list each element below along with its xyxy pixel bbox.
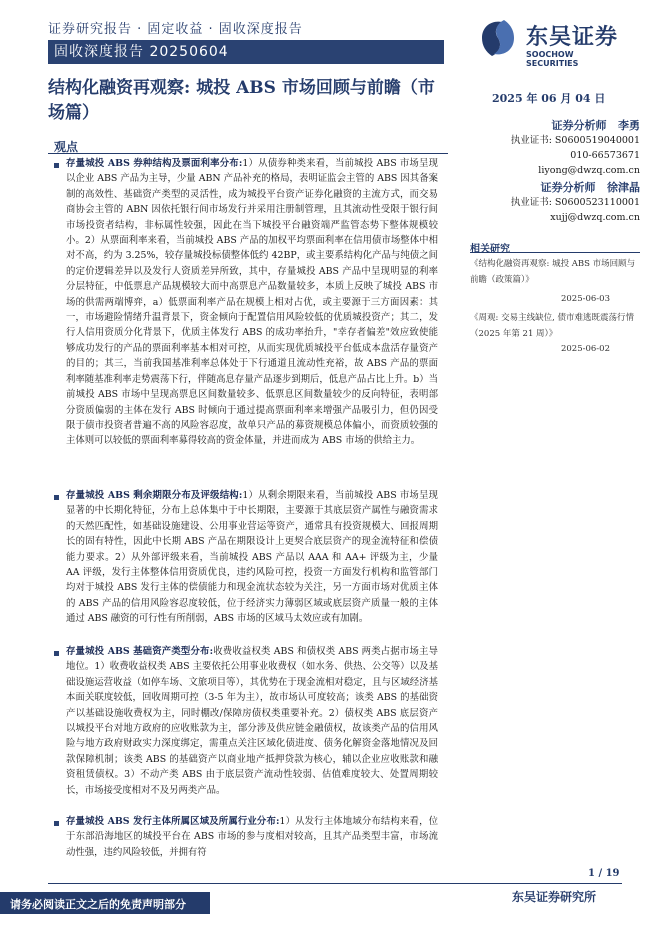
analyst-1-license: 执业证书: S0600519040001 xyxy=(510,135,640,146)
point-4 xyxy=(66,814,438,860)
analyst-2-email: xujj@dwzq.com.cn xyxy=(550,212,640,223)
footer-divider xyxy=(48,883,622,884)
analyst-2 xyxy=(470,180,640,225)
point-2-heading: 存量城投 ABS 剩余期限分布及评级结构: xyxy=(66,490,243,501)
point-4-heading: 存量城投 ABS 发行主体所属区域及所属行业分布: xyxy=(66,816,280,827)
report-date: 2025 年 06 月 04 日 xyxy=(492,92,606,105)
bullet-icon xyxy=(54,163,59,168)
analyst-1-name: 李勇 xyxy=(618,119,640,132)
bullet-icon xyxy=(54,495,59,500)
analyst-2-license: 执业证书: S0600523110001 xyxy=(510,197,640,208)
report-series: 证券研究报告 · 固定收益 · 固收深度报告 xyxy=(48,22,303,37)
point-1-text: 1）从债券种类来看，当前城投 ABS 市场呈现以企业 ABS 产品为主导，少量 ABN 产品补充的格局，表明证监会主管的 ABS 因其备案制的高效性、基础资产类型的灵活性，成为城投平台资产证券化融资的主流方式，而交易商协会主管的 ABN 因依托银行间市场发行并采用注册制管理，且其流动性受限于银行间市场投资者结构，非标属性较强，因此在当下城投平台融资端严监管态势下整体规模较小。2）从票面利率来看，当前城投 ABS 产品的加权平均票面利率在信用债市场整体中相对不高，约为 3.25%，较存量城投标债整体低约 42BP，或主要系结构化产品与纯债之间的定价逻辑差异以及发行人资质差异所致，其中，存量城投 ABS 产品中呈现明显的利率分层特征，中低票息产品规模较大而中高票息产品数量较多，本质上反映了城投 ABS 市场的供需两端博弈，a）低票面利率产品在规模上相对占优，或主要源于三方面因素：其一，市场避险情绪升温背景下，资金倾向于配置信用风险较低的优质城投资产；其二，发行人信用资质分化背景下，优质主体发行 ABS 的成功率抬升，"幸存者偏差"效应致使能够成功发行的产品的票面利率基本相对可控，从而实现优质城投平台低成本盘活存量资产的目的；其三，当前我国基准利率总体处于下行通道且流动性充裕，故 ABS 产品的票面利率随基准利率走势震荡下行，伴随高息存量产品逐步到期后，低息产品占比上升。b）当前城投 ABS 市场中呈现高票息区间数量较多、低票息区间数量较少的反向特征，表明部分资质偏弱的主体在发行 ABS 时倾向于通过提高票面利率来增强产品吸引力，但仍因受限于债市投资者普遍不高的风险容忍度，故单只产品的募资规模总体偏小，而资质较强的主体则可以较低的票面利率募得较高的资金体量，并进而成为 ABS 市场的供给主力。 xyxy=(66,158,438,447)
related-divider xyxy=(470,252,640,253)
disclaimer-note: 请务必阅读正文之后的免责声明部分 xyxy=(10,898,186,911)
related-date-1: 2025-06-03 xyxy=(560,294,610,304)
point-3-text: 收费收益权类 ABS 和债权类 ABS 两类占据市场主导地位。1）收费收益权类 ABS 主要依托公用事业收费权（如水务、供热、公交等）以及基础设施运营收益（如停车场、文旅项目等），其优势在于现金流相对稳定，且与区域经济基本面关联度较低，回收周期可控（3-5 年为主），故市场认可度较高；该类 ABS 的基础资产以基础设施收费权为主，同时棚改/保障房债权类重要补充。2）债权类 ABS 底层资产以城投平台对地方政府的应收账款为主，部分涉及供应链金融债权，故该类产品的信用风险与地方政府财政实力深度绑定，需重点关注区域化债进度、债务化解资金落地情况及回款保障机制；该类 ABS 的基础资产以商业地产抵押贷款为核心，辅以企业应收账款和融资租赁债权。3）不动产类 ABS 由于底层资产流动性较弱、估值难度较大、处置周期较长，市场接受度相对不及另两类产品。 xyxy=(66,646,438,796)
logo-name-cn: 东吴证券 xyxy=(526,25,619,50)
section-label: 观点 xyxy=(54,140,79,154)
point-1 xyxy=(66,156,438,449)
bullet-icon xyxy=(54,821,59,826)
section-divider xyxy=(48,153,448,154)
logo-mark-icon xyxy=(476,16,520,60)
point-4-text: 1）从发行主体地域分布结构来看，位于东部沿海地区的城投平台在 ABS 市场的参与度相对较高，且其产品类型丰富，市场流动性强，违约风险较低，并拥有符 xyxy=(66,816,438,858)
analyst-1-email: liyong@dwzq.com.cn xyxy=(538,165,640,176)
point-1-heading: 存量城投 ABS 券种结构及票面利率分布: xyxy=(66,158,243,169)
related-item-2[interactable]: 《周观: 交易主线缺位, 债市难逃既震荡行情（2025 年第 21 周）》 xyxy=(470,313,634,339)
page-number: 1 / 19 xyxy=(588,868,620,879)
bullet-icon xyxy=(54,651,59,656)
point-3-heading: 存量城投 ABS 基础资产类型分布: xyxy=(66,646,214,657)
report-banner: 固收深度报告 20250604 xyxy=(48,40,444,64)
page-title: 结构化融资再观察: 城投 ABS 市场回顾与前瞻（市场篇） xyxy=(48,78,435,123)
point-3 xyxy=(66,644,438,798)
related-heading: 相关研究 xyxy=(470,244,510,255)
analyst-1-phone: 010-66573671 xyxy=(570,150,640,161)
point-2 xyxy=(66,488,438,627)
analyst-1 xyxy=(470,118,640,178)
analyst-2-role: 证券分析师 xyxy=(540,181,596,194)
analyst-1-role: 证券分析师 xyxy=(551,119,607,132)
related-date-2: 2025-06-02 xyxy=(560,344,610,354)
analyst-2-name: 徐津晶 xyxy=(607,181,640,194)
footer-org: 东吴证券研究所 xyxy=(512,890,597,904)
logo-name-en: SOOCHOW SECURITIES xyxy=(526,50,579,68)
company-logo xyxy=(476,16,622,68)
point-2-text: 1）从剩余期限来看，当前城投 ABS 市场呈现显著的中长期化特征，分布上总体集中于中长期限，主要源于其底层资产属性与融资需求的天然匹配性，如基础设施建设、公用事业营运等资产，通常具有投资规模大、回报周期长的固有特性，因此中长期 ABS 产品在期限设计上更契合底层资产的现金流特征和偿债能力要求。2）从外部评级来看，当前城投 ABS 产品以 AAA 和 AA+ 评级为主，少量 AA 评级，发行主体整体信用资质优良，违约风险可控，投资一方面发行机构和监管部门均对于城投 ABS 发行主体的偿债能力和现金流状态较为关注，另一方面市场对优质主体的 ABS 产品的信用风险容忍度较低，位于经济实力薄弱区域或底层资产质量一般的主体通过 ABS 融资的可行性有所削弱，ABS 市场的区域马太效应或有加剧。 xyxy=(66,490,438,625)
related-item-1[interactable]: 《结构化融资再观察: 城投 ABS 市场回顾与前瞻（政策篇）》 xyxy=(470,259,636,285)
